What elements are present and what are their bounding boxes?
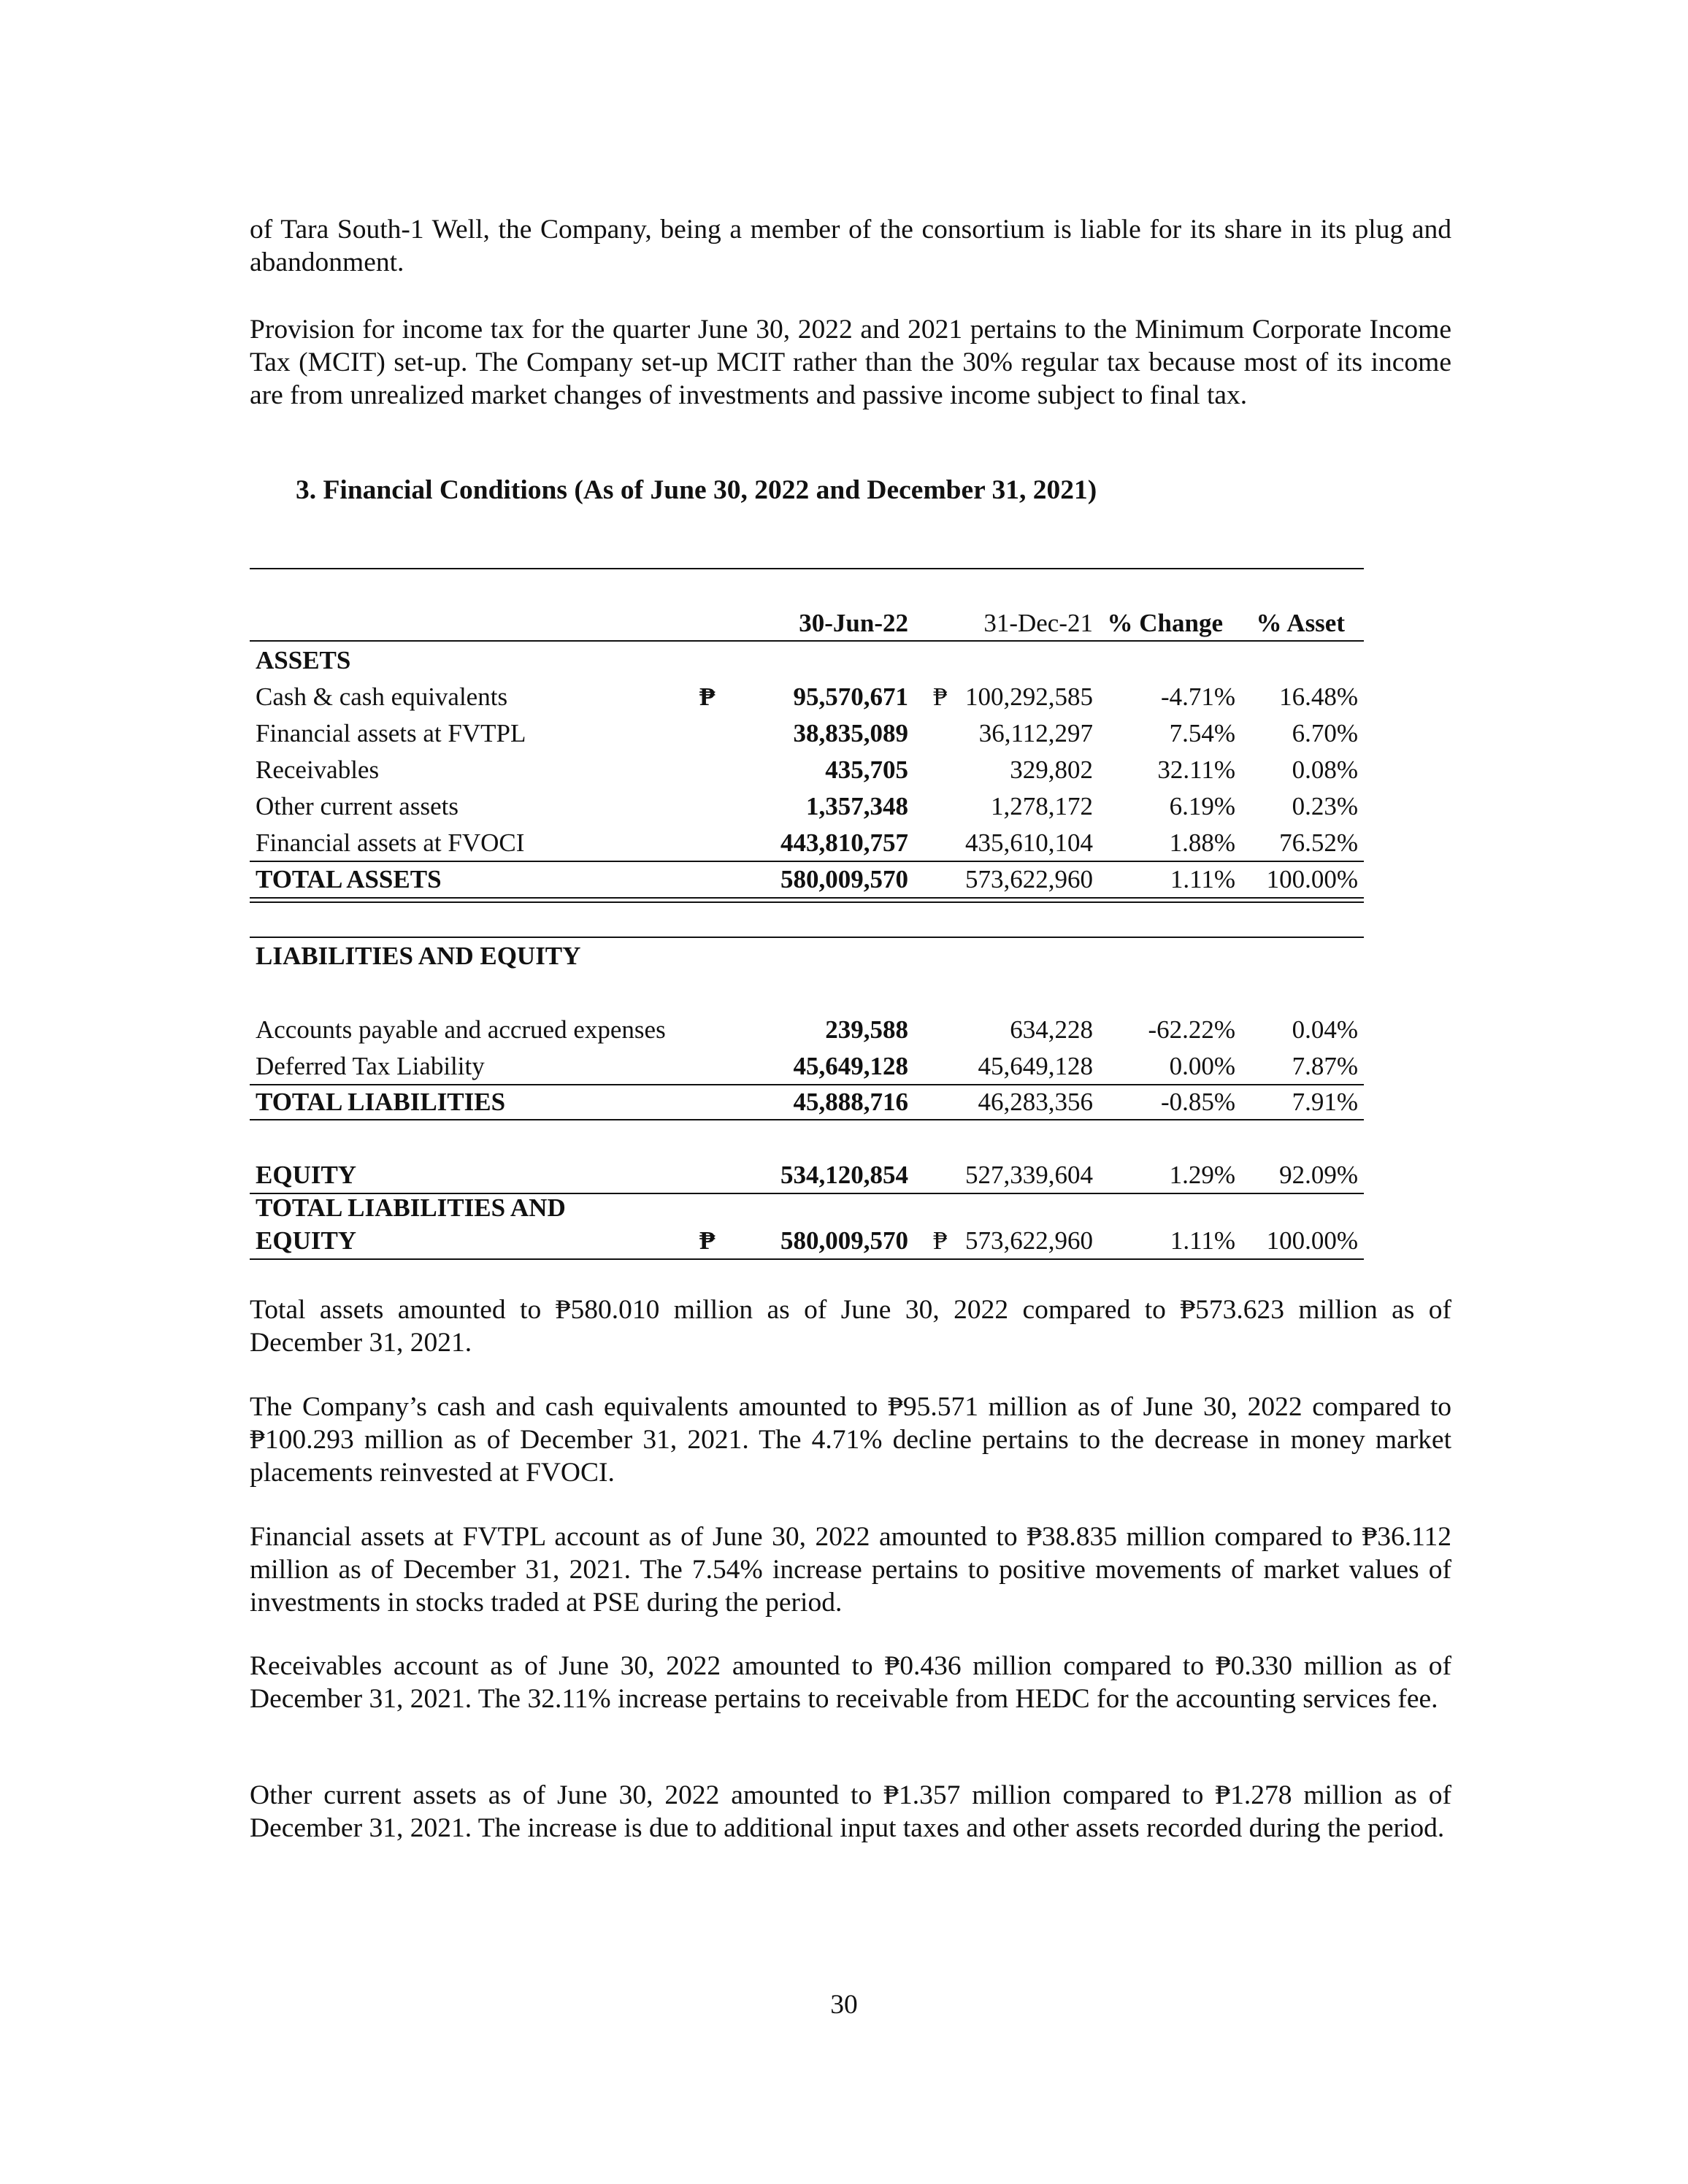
value-dec21: 45,649,128: [978, 1052, 1093, 1080]
value-change: 7.54%: [1169, 719, 1235, 747]
row-label: Deferred Tax Liability: [256, 1052, 485, 1080]
row-label: TOTAL ASSETS: [256, 865, 442, 893]
analysis-paragraph-other-assets: Other current assets as of June 30, 2022 amounted to ₱1.357 million compared to ₱1.278 million as of December 31, 2021. The increase is due to additional input taxes and other assets recorded during the period.: [250, 1780, 1451, 1843]
value-change: 1.88%: [1169, 828, 1235, 857]
analysis-paragraph-total-assets: Total assets amounted to ₱580.010 million as of June 30, 2022 compared to ₱573.623 million as of December 31, 2021.: [250, 1295, 1451, 1358]
row-label: TOTAL LIABILITIES: [256, 1088, 506, 1116]
value-asset: 16.48%: [1279, 682, 1358, 711]
header-change: % Change: [1107, 609, 1223, 637]
page-number: 30: [830, 1990, 858, 2020]
total-liabilities-top-rule: [250, 1084, 1364, 1085]
row-label: Financial assets at FVOCI: [256, 828, 525, 857]
header-jun22: 30-Jun-22: [799, 609, 908, 637]
row-label: Receivables: [256, 755, 380, 784]
assets-heading: ASSETS: [256, 646, 351, 674]
value-change: -0.85%: [1160, 1088, 1235, 1116]
value-dec21: 573,622,960: [965, 865, 1093, 893]
analysis-paragraph-receivables: Receivables account as of June 30, 2022 amounted to ₱0.436 million compared to ₱0.330 million as of December 31, 2021. The 32.11% increase pertains to receivable from HEDC for the accounting services fee.: [250, 1651, 1451, 1714]
total-assets-double-rule: [250, 897, 1364, 903]
table-bottom-rule: [250, 1258, 1364, 1260]
section-heading: 3. Financial Conditions (As of June 30, 2022 and December 31, 2021): [296, 475, 1097, 505]
header-underline: [250, 640, 1364, 642]
value-change: 6.19%: [1169, 792, 1235, 820]
liabilities-top-rule: [250, 937, 1364, 938]
analysis-paragraph-cash: The Company’s cash and cash equivalents amounted to ₱95.571 million as of June 30, 2022 compared to ₱100.293 million as of December 31, 2021. The 4.71% decline pertains to the decrease in money market placements reinvested at FVOCI.: [250, 1392, 1451, 1488]
value-dec21: 36,112,297: [978, 719, 1093, 747]
row-label: Financial assets at FVTPL: [256, 719, 526, 747]
value-asset: 0.23%: [1292, 792, 1358, 820]
total-assets-top-rule: [250, 861, 1364, 862]
row-label: Accounts payable and accrued expenses: [256, 1015, 666, 1044]
row-label: Cash & cash equivalents: [256, 682, 508, 711]
value-jun22: 443,810,757: [780, 828, 908, 857]
header-asset: % Asset: [1256, 609, 1345, 637]
value-dec21: 634,228: [1010, 1015, 1093, 1044]
header-dec21: 31-Dec-21: [983, 609, 1093, 637]
value-asset: 7.87%: [1292, 1052, 1358, 1080]
table-top-rule: [250, 568, 1364, 569]
value-asset: 100.00%: [1266, 1226, 1358, 1255]
value-dec21: 573,622,960: [965, 1226, 1093, 1255]
value-dec21: 329,802: [1010, 755, 1093, 784]
peso-sign: ₱: [933, 682, 948, 711]
value-asset: 92.09%: [1279, 1161, 1358, 1189]
value-jun22: 38,835,089: [793, 719, 908, 747]
value-change: 32.11%: [1157, 755, 1235, 784]
value-asset: 6.70%: [1292, 719, 1358, 747]
value-change: 1.11%: [1170, 1226, 1235, 1255]
value-jun22: 534,120,854: [780, 1161, 908, 1189]
value-jun22: 1,357,348: [806, 792, 908, 820]
value-asset: 0.04%: [1292, 1015, 1358, 1044]
value-jun22: 45,649,128: [793, 1052, 908, 1080]
row-label-line2: EQUITY: [256, 1226, 357, 1255]
peso-sign: ₱: [933, 1226, 948, 1255]
value-jun22: 45,888,716: [793, 1088, 908, 1116]
value-asset: 76.52%: [1279, 828, 1358, 857]
value-change: 1.29%: [1169, 1161, 1235, 1189]
intro-paragraph-1: of Tara South-1 Well, the Company, being a member of the consortium is liable for its share in its plug and abandonment.: [250, 215, 1451, 277]
value-dec21: 435,610,104: [965, 828, 1093, 857]
value-asset: 0.08%: [1292, 755, 1358, 784]
value-jun22: 435,705: [825, 755, 908, 784]
value-jun22: 239,588: [825, 1015, 908, 1044]
row-label: Other current assets: [256, 792, 459, 820]
peso-sign: ₱: [699, 1226, 716, 1255]
total-liabilities-bottom-rule: [250, 1119, 1364, 1120]
value-dec21: 1,278,172: [991, 792, 1093, 820]
value-jun22: 580,009,570: [780, 865, 908, 893]
value-dec21: 100,292,585: [965, 682, 1093, 711]
value-asset: 100.00%: [1266, 865, 1358, 893]
analysis-paragraph-fvtpl: Financial assets at FVTPL account as of June 30, 2022 amounted to ₱38.835 million compared to ₱36.112 million as of December 31, 2021. The 7.54% increase pertains to positive movements of market values of investments in stocks traded at PSE during the period.: [250, 1522, 1451, 1618]
row-label: EQUITY: [256, 1161, 357, 1189]
peso-sign: ₱: [699, 682, 716, 711]
value-change: 0.00%: [1169, 1052, 1235, 1080]
value-dec21: 46,283,356: [978, 1088, 1093, 1116]
row-label-line1: TOTAL LIABILITIES AND: [256, 1193, 566, 1222]
value-jun22: 580,009,570: [780, 1226, 908, 1255]
liabilities-equity-heading: LIABILITIES AND EQUITY: [256, 942, 581, 970]
value-dec21: 527,339,604: [965, 1161, 1093, 1189]
value-asset: 7.91%: [1292, 1088, 1358, 1116]
value-change: -62.22%: [1148, 1015, 1235, 1044]
value-jun22: 95,570,671: [793, 682, 908, 711]
value-change: -4.71%: [1160, 682, 1235, 711]
value-change: 1.11%: [1170, 865, 1235, 893]
intro-paragraph-2: Provision for income tax for the quarter June 30, 2022 and 2021 pertains to the Minimum Corporate Income Tax (MCIT) set-up. The Company set-up MCIT rather than the 30% regular tax because most of its income are from unrealized market changes of investments and passive income subject to final tax.: [250, 315, 1451, 410]
